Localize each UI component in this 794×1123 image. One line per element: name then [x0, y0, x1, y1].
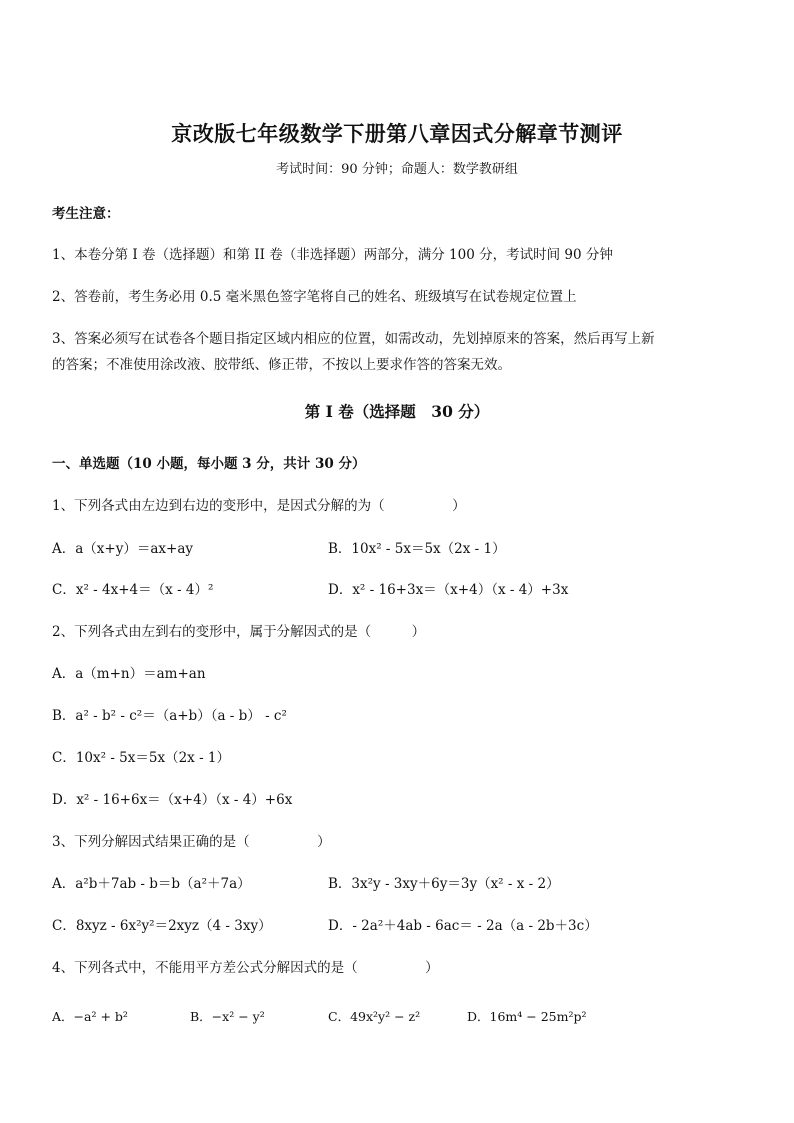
- notice-heading: 考生注意：: [52, 206, 120, 222]
- question-2-option-a[interactable]: A．a（m+n）＝am+an: [52, 666, 206, 682]
- question-1-option-c[interactable]: C．x² - 4x+4＝（x - 4）²: [52, 582, 214, 598]
- section-title: 第 I 卷（选择题 30 分）: [304, 402, 490, 421]
- question-4-stem: 4、下列各式中，不能用平方差公式分解因式的是（ ）: [52, 960, 439, 976]
- question-4-option-b[interactable]: B．−x² − y²: [190, 1009, 265, 1024]
- question-3-option-c[interactable]: C．8xyz - 6x²y²＝2xyz（4 - 3xy）: [52, 918, 272, 934]
- question-3-option-a[interactable]: A．a²b＋7ab - b＝b（a²＋7a）: [52, 876, 251, 892]
- notice-item-3: 3、答案必须写在试卷各个题目指定区域内相应的位置，如需改动，先划掉原来的答案，然后再写上新: [52, 331, 655, 347]
- exam-info: 考试时间：90 分钟；命题人：数学教研组: [276, 162, 518, 177]
- question-4-option-d[interactable]: D．16m⁴ − 25m²p²: [467, 1009, 587, 1024]
- question-1-option-d[interactable]: D．x² - 16+3x＝（x+4）（x - 4）+3x: [328, 582, 569, 598]
- question-1-option-b[interactable]: B．10x² - 5x＝5x（2x - 1）: [328, 541, 506, 557]
- question-2-option-c[interactable]: C．10x² - 5x＝5x（2x - 1）: [52, 750, 231, 766]
- notice-item-3-continued: 的答案；不准使用涂改液、胶带纸、修正带，不按以上要求作答的答案无效。: [52, 357, 511, 373]
- question-2-option-d[interactable]: D．x² - 16+6x＝（x+4）（x - 4）+6x: [52, 792, 293, 808]
- question-3-option-d[interactable]: D．- 2a²＋4ab - 6ac＝ - 2a（a - 2b＋3c）: [328, 918, 598, 934]
- question-2-option-b[interactable]: B．a² - b² - c²＝（a+b）（a - b） - c²: [52, 708, 287, 724]
- notice-item-1: 1、本卷分第 I 卷（选择题）和第 II 卷（非选择题）两部分，满分 100 分，考试时间 90 分钟: [52, 247, 613, 263]
- question-1-stem: 1、下列各式由左边到右边的变形中，是因式分解的为（ ）: [52, 498, 466, 514]
- question-2-stem: 2、下列各式由左到右的变形中，属于分解因式的是（ ）: [52, 624, 426, 640]
- page-title: 京改版七年级数学下册第八章因式分解章节测评: [171, 121, 623, 146]
- part-heading: 一、单选题（10 小题，每小题 3 分，共计 30 分）: [52, 456, 366, 472]
- question-4-option-c[interactable]: C．49x²y² − z²: [328, 1009, 421, 1024]
- question-3-option-b[interactable]: B．3x²y - 3xy＋6y＝3y（x² - x - 2）: [328, 876, 560, 892]
- question-4-option-a[interactable]: A．−a² + b²: [52, 1009, 128, 1024]
- question-3-stem: 3、下列分解因式结果正确的是（ ）: [52, 834, 331, 850]
- question-1-option-a[interactable]: A．a（x+y）＝ax+ay: [52, 541, 193, 557]
- notice-item-2: 2、答卷前，考生务必用 0.5 毫米黑色签字笔将自己的姓名、班级填写在试卷规定位置上: [52, 289, 577, 305]
